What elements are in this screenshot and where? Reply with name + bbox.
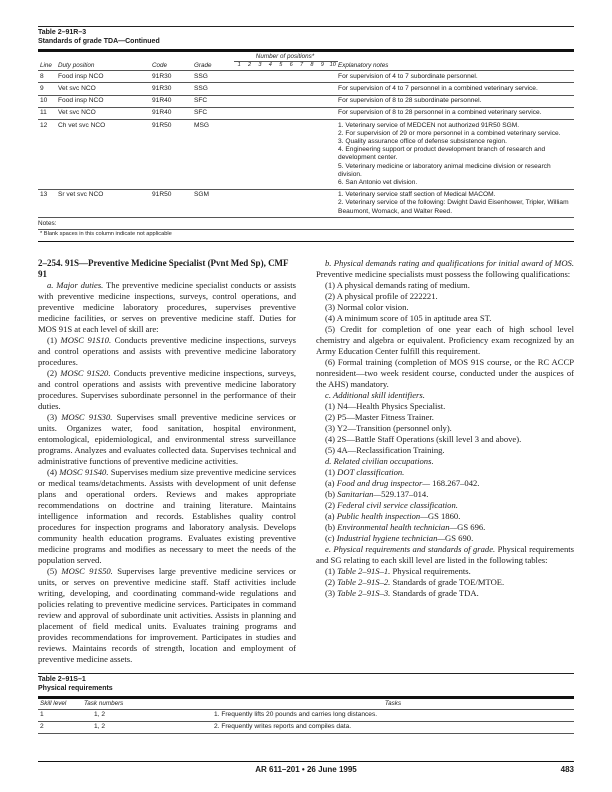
para-text: Conducts preventive medicine inspections, surveys and control operations and assists with preventive medicine laboratory procedures. <box>38 335 296 368</box>
cell-explanatory-notes <box>338 95 574 107</box>
grade-row-8 <box>38 71 574 83</box>
cell-line: 9 <box>40 84 44 92</box>
note-line: 4. Engineering support or product development branch of research and development center. <box>338 146 546 162</box>
para-prefix: (2) A physical profile of 222221. <box>325 290 438 301</box>
paragraph-c2 <box>316 412 574 423</box>
position-col-7: 7 <box>299 61 304 68</box>
cell-line: 13 <box>40 191 48 199</box>
para-prefix: (6) Formal training (completion of MOS 91S course, or the RC ACCP nonresident—two week resident course, conducted under the auspices of the AHS) mandatory. <box>316 356 574 389</box>
cell-explanatory-notes <box>338 189 574 218</box>
table-2-91R-3-title: Table 2–91R–3 <box>38 29 87 36</box>
para-text: Standards of grade TDA. <box>390 587 479 598</box>
para-lead: Environmental health technician— <box>337 521 458 532</box>
para-lead: DOT classification. <box>337 466 405 477</box>
paragraph-c1 <box>316 401 574 412</box>
para-prefix: (4) 2S—Battle Staff Operations (skill level 3 and above). <box>325 433 522 444</box>
paragraph-d1b <box>316 489 574 500</box>
para-lead: Federal civil service classification. <box>337 499 458 510</box>
paragraph-a3 <box>38 412 296 467</box>
notes-label: Notes: <box>38 219 57 227</box>
paragraph-e1 <box>316 566 574 577</box>
article-column-left <box>38 258 296 665</box>
header-row-groups <box>38 52 574 61</box>
document-citation: AR 611–201 • 26 June 1995 <box>255 765 357 774</box>
para-lead: c. Additional skill identifiers. <box>325 389 425 400</box>
cell-task: 1. Frequently lifts 20 pounds and carries long distances. <box>214 711 378 719</box>
paragraph-d2c <box>316 533 574 544</box>
para-prefix: (2) <box>47 368 61 379</box>
paragraph-e3 <box>316 588 574 599</box>
para-prefix: (3) Normal color vision. <box>325 301 409 312</box>
cell-duty-position: Food insp NCO <box>58 97 104 105</box>
position-col-8: 8 <box>310 61 314 68</box>
cell-line: 12 <box>40 121 48 129</box>
para-lead: d. Related civilian occupations. <box>325 455 434 466</box>
para-lead: MOSC 91S10. <box>60 335 112 346</box>
position-col-5: 5 <box>279 61 283 68</box>
para-text: The preventive medicine specialist conducts or assists with preventive medicine inspections, surveys, control operations, and preventive medicine laboratory procedures, supervises preventive medicine facilities, or serves on preventive medicine staff. Duties for MOS 91S at each level of skill are: <box>38 280 296 335</box>
paragraph-e <box>316 544 574 566</box>
cell-line: 11 <box>40 109 47 117</box>
cell-positions-blank <box>234 71 338 83</box>
phys-row-2 <box>38 721 574 733</box>
para-prefix: (1) <box>325 565 338 576</box>
para-text: GS 696. <box>457 521 486 532</box>
paragraph-a4 <box>38 467 296 566</box>
note-line: For supervision of 8 to 28 personnel in a combined veterinary service. <box>338 109 542 117</box>
para-prefix: (2) <box>325 499 338 510</box>
table-header <box>38 699 574 709</box>
position-col-1: 1 <box>237 61 241 68</box>
cell-grade: SFC <box>194 109 208 117</box>
section-heading: 2–254. 91S—Preventive Medicine Specialist (Pvnt Med Sp), CMF 91 <box>38 257 289 279</box>
para-prefix: (5) 4A—Reclassification Training. <box>325 444 445 455</box>
table-body <box>38 709 574 733</box>
para-lead: Table 2–91S–3. <box>337 587 391 598</box>
cell-explanatory-notes <box>338 83 574 95</box>
para-prefix: (2) <box>325 576 338 587</box>
col-header-tasks: Tasks <box>384 700 402 708</box>
cell-positions-blank <box>234 107 338 119</box>
note-line: 5. Veterinary medicine or laboratory animal medicine division or research division. <box>338 162 551 178</box>
para-text: GS 1860. <box>427 510 461 521</box>
grade-row-10 <box>38 95 574 107</box>
cell-code: 91R50 <box>152 191 172 199</box>
article-body <box>38 258 574 665</box>
para-lead: Food and drug inspector— <box>336 477 431 488</box>
cell-skill-level: 1 <box>40 711 44 719</box>
para-text: Conducts preventive medicine inspections, surveys, and control operations and assists with preventive medicine laboratory procedures. Supervises subordinate personnel in the performance of their duties. <box>38 368 296 412</box>
paragraph-d1a <box>316 478 574 489</box>
paragraph-e2 <box>316 577 574 588</box>
para-lead: b. Physical demands rating and qualifications for initial award of MOS. <box>325 257 574 268</box>
cell-task-numbers: 1, 2 <box>94 723 105 731</box>
table-2-91R-3-titleblock <box>38 26 574 52</box>
phys-row-1 <box>38 709 574 721</box>
paragraph-a5 <box>38 566 296 665</box>
table-2-91R-3-notes-block <box>38 218 574 242</box>
paragraph-d <box>316 456 574 467</box>
para-text: Physical requirements and SG relating to each skill level are listed in the following tables: <box>316 543 575 565</box>
position-col-9: 9 <box>320 61 324 68</box>
cell-duty-position: Vet svc NCO <box>58 109 96 117</box>
paragraph-d2b <box>316 522 574 533</box>
paragraph-b3 <box>316 302 574 313</box>
para-prefix: (1) <box>325 466 338 477</box>
para-text: Supervises small preventive medicine services or units. Organizes water, food sanitation, hospital environment, entomological, epidemiological, and environmental stress surveillance programs. Analyzes and evaluates collected data. Supervises technical and administrative functions of preventive medicine activities. <box>38 412 296 467</box>
grade-row-11 <box>38 107 574 119</box>
para-lead: MOSC 91S50. <box>61 566 113 577</box>
para-text: Preventive medicine specialists must possess the following qualifications: <box>316 268 571 279</box>
paragraph-b4 <box>316 313 574 324</box>
col-header-line: Line <box>40 61 52 69</box>
cell-duty-position: Sr vet svc NCO <box>58 191 104 199</box>
para-prefix: (3) Y2—Transition (personnel only). <box>325 422 452 433</box>
table-body <box>38 71 574 218</box>
col-header-code: Code <box>152 61 168 69</box>
cell-code: 91R50 <box>152 121 172 129</box>
para-prefix: (b) <box>325 521 338 532</box>
para-prefix: (5) <box>47 566 62 577</box>
position-col-3: 3 <box>258 61 262 68</box>
note-line: For supervision of 4 to 7 subordinate personnel. <box>338 72 478 80</box>
para-prefix: (1) A physical demands rating of medium. <box>325 279 470 290</box>
para-lead: Sanitarian— <box>337 488 382 499</box>
physical-requirements-table <box>38 699 574 734</box>
table-2-91S-1-section <box>38 673 574 734</box>
paragraph-b <box>316 258 574 280</box>
cell-code: 91R30 <box>152 84 172 92</box>
para-text: Supervises medium size preventive medicine services or medical teams/detachments. Assists with development of unit defense plans and operational orders. Reviews and makes appropriate recommendations on doctrine and training literature. Maintains intelligence information and records. Establishes quality control procedures for inspection programs and laboratory analysis. Develops community health education programs. Evaluates existing preventive medicine programs and modifies as necessary to meet the needs of the population served. <box>38 467 296 566</box>
para-lead: Table 2–91S–2. <box>337 576 391 587</box>
table-2-91R-3-subtitle: Standards of grade TDA—Continued <box>38 37 160 45</box>
standards-of-grade-table <box>38 52 574 218</box>
para-text: GS 690. <box>445 532 474 543</box>
note-line: 3. Quality assurance office of defense subsistence region. <box>338 137 507 145</box>
para-text: Physical requirements. <box>390 565 471 576</box>
position-col-4: 4 <box>268 61 272 68</box>
cell-grade: SSG <box>194 72 208 80</box>
grade-row-13 <box>38 189 574 218</box>
cell-explanatory-notes <box>338 71 574 83</box>
position-col-2: 2 <box>248 61 252 68</box>
article-column-right <box>316 258 574 665</box>
header-row <box>38 699 574 709</box>
para-lead: e. Physical requirements and standards of grade. <box>325 543 496 554</box>
col-header-number-of-positions: Number of positions* <box>234 52 338 61</box>
note-line: 1. Veterinary service staff section of Medical MACOM. <box>338 191 496 199</box>
cell-positions-blank <box>234 95 338 107</box>
paragraph-c4 <box>316 434 574 445</box>
para-prefix: (1) N4—Health Physics Specialist. <box>325 400 446 411</box>
note-line: For supervision of 8 to 28 subordinate personnel. <box>338 97 482 105</box>
cell-duty-position: Vet svc NCO <box>58 84 96 92</box>
cell-duty-position: Ch vet svc NCO <box>58 121 106 129</box>
col-header-explanatory-notes: Explanatory notes <box>338 61 389 69</box>
cell-grade: MSG <box>194 121 210 129</box>
para-prefix: (3) <box>47 412 62 423</box>
note-line: For supervision of 4 to 7 personnel in a combined veterinary service. <box>338 84 538 92</box>
cell-code: 91R40 <box>152 97 172 105</box>
grade-row-12 <box>38 120 574 190</box>
para-lead: MOSC 91S30. <box>61 412 113 423</box>
cell-task: 2. Frequently writes reports and compiles data. <box>214 723 352 731</box>
col-header-task-numbers: Task numbers <box>84 700 124 708</box>
para-prefix: (1) <box>47 335 61 346</box>
cell-duty-position: Food insp NCO <box>58 72 104 80</box>
note-line: 2. For supervision of 29 or more personnel in a combined veterinary service. <box>338 129 561 137</box>
page-number: 483 <box>560 765 574 774</box>
paragraph-d1 <box>316 467 574 478</box>
cell-explanatory-notes <box>338 107 574 119</box>
cell-line: 8 <box>40 72 44 80</box>
table-2-91S-1-titleblock <box>38 673 574 699</box>
para-prefix: (2) P5—Master Fitness Trainer. <box>325 411 434 422</box>
col-header-grade: Grade <box>194 61 212 69</box>
para-prefix: (c) <box>325 532 337 543</box>
table-footnote: * Blank spaces in this column indicate not applicable <box>40 231 172 238</box>
para-prefix: (5) Credit for completion of one year each of high school level chemistry and algebra or equivalent. Proficiency exam recognized by an Army Education Center fulfill this requirement. <box>316 323 574 356</box>
page-footer <box>38 761 574 774</box>
para-prefix: (4) A minimum score of 105 in aptitude area ST. <box>325 312 492 323</box>
paragraph-b6 <box>316 357 574 390</box>
paragraph-c3 <box>316 423 574 434</box>
cell-skill-level: 2 <box>40 723 44 731</box>
position-col-10: 10 <box>329 61 336 68</box>
paragraph-b1 <box>316 280 574 291</box>
para-lead: Industrial hygiene technician— <box>336 532 446 543</box>
para-lead: a. Major duties. <box>47 280 104 291</box>
note-line: 6. San Antonio vet division. <box>338 178 418 186</box>
footer-row <box>38 762 574 774</box>
para-prefix: (b) <box>325 488 338 499</box>
grade-row-9 <box>38 83 574 95</box>
para-prefix: (a) <box>325 477 337 488</box>
cell-positions-blank <box>234 120 338 190</box>
cell-code: 91R30 <box>152 72 172 80</box>
cell-grade: SSG <box>194 84 208 92</box>
paragraph-a1 <box>38 335 296 368</box>
table-2-91R-3-section <box>38 26 574 242</box>
para-lead: Table 2–91S–1. <box>337 565 391 576</box>
para-text: Standards of grade TOE/MTOE. <box>390 576 505 587</box>
para-text: Supervises large preventive medicine services or units, or serves on preventive medicine staff. Staff activities include writing, developing, and coordinating command-wide regulations and policies relating to preventive medicine services. Participates in command review and approval of subordinate unit activities. Assists in planning and placement of field medical units. Evaluates training programs and provides recommendations for improvement. Participates in studies and reviews. Maintains records of strength, location and employment of preventive medicine assets. <box>38 566 296 665</box>
note-line: 2. Veterinary service of the following: Dwight David Eisenhower, Tripler, William Beaumont, Womack, and Walter Reed. <box>338 199 569 215</box>
cell-code: 91R40 <box>152 109 172 117</box>
paragraph-a <box>38 280 296 335</box>
para-prefix: (a) <box>325 510 337 521</box>
para-prefix: (3) <box>325 587 338 598</box>
table-header <box>38 52 574 71</box>
cell-grade: SFC <box>194 97 208 105</box>
para-lead: Public health inspection— <box>336 510 428 521</box>
table-2-91S-1-subtitle: Physical requirements <box>38 684 113 692</box>
table-2-91S-1-title: Table 2–91S–1 <box>38 676 86 684</box>
cell-explanatory-notes <box>338 120 574 190</box>
note-line: 1. Veterinary service of MEDCEN not authorized 91R50 SGM. <box>338 121 520 129</box>
paragraph-b5 <box>316 324 574 357</box>
para-lead: MOSC 91S20. <box>60 368 111 379</box>
col-header-skill-level: Skill level <box>40 700 67 708</box>
para-text: 168.267–042. <box>430 477 480 488</box>
para-text: 529.137–014. <box>381 488 429 499</box>
paragraph-d2 <box>316 500 574 511</box>
cell-positions-blank <box>234 189 338 218</box>
paragraph-d2a <box>316 511 574 522</box>
cell-positions-blank <box>234 83 338 95</box>
para-prefix: (4) <box>47 467 60 478</box>
cell-task-numbers: 1, 2 <box>94 711 105 719</box>
paragraph-a2 <box>38 368 296 412</box>
paragraph-b2 <box>316 291 574 302</box>
paragraph-c5 <box>316 445 574 456</box>
cell-grade: SGM <box>194 191 210 199</box>
cell-line: 10 <box>40 97 48 105</box>
position-col-6: 6 <box>289 61 293 68</box>
paragraph-c <box>316 390 574 401</box>
para-lead: MOSC 91S40. <box>59 467 109 478</box>
col-header-duty-position: Duty position <box>58 61 95 69</box>
